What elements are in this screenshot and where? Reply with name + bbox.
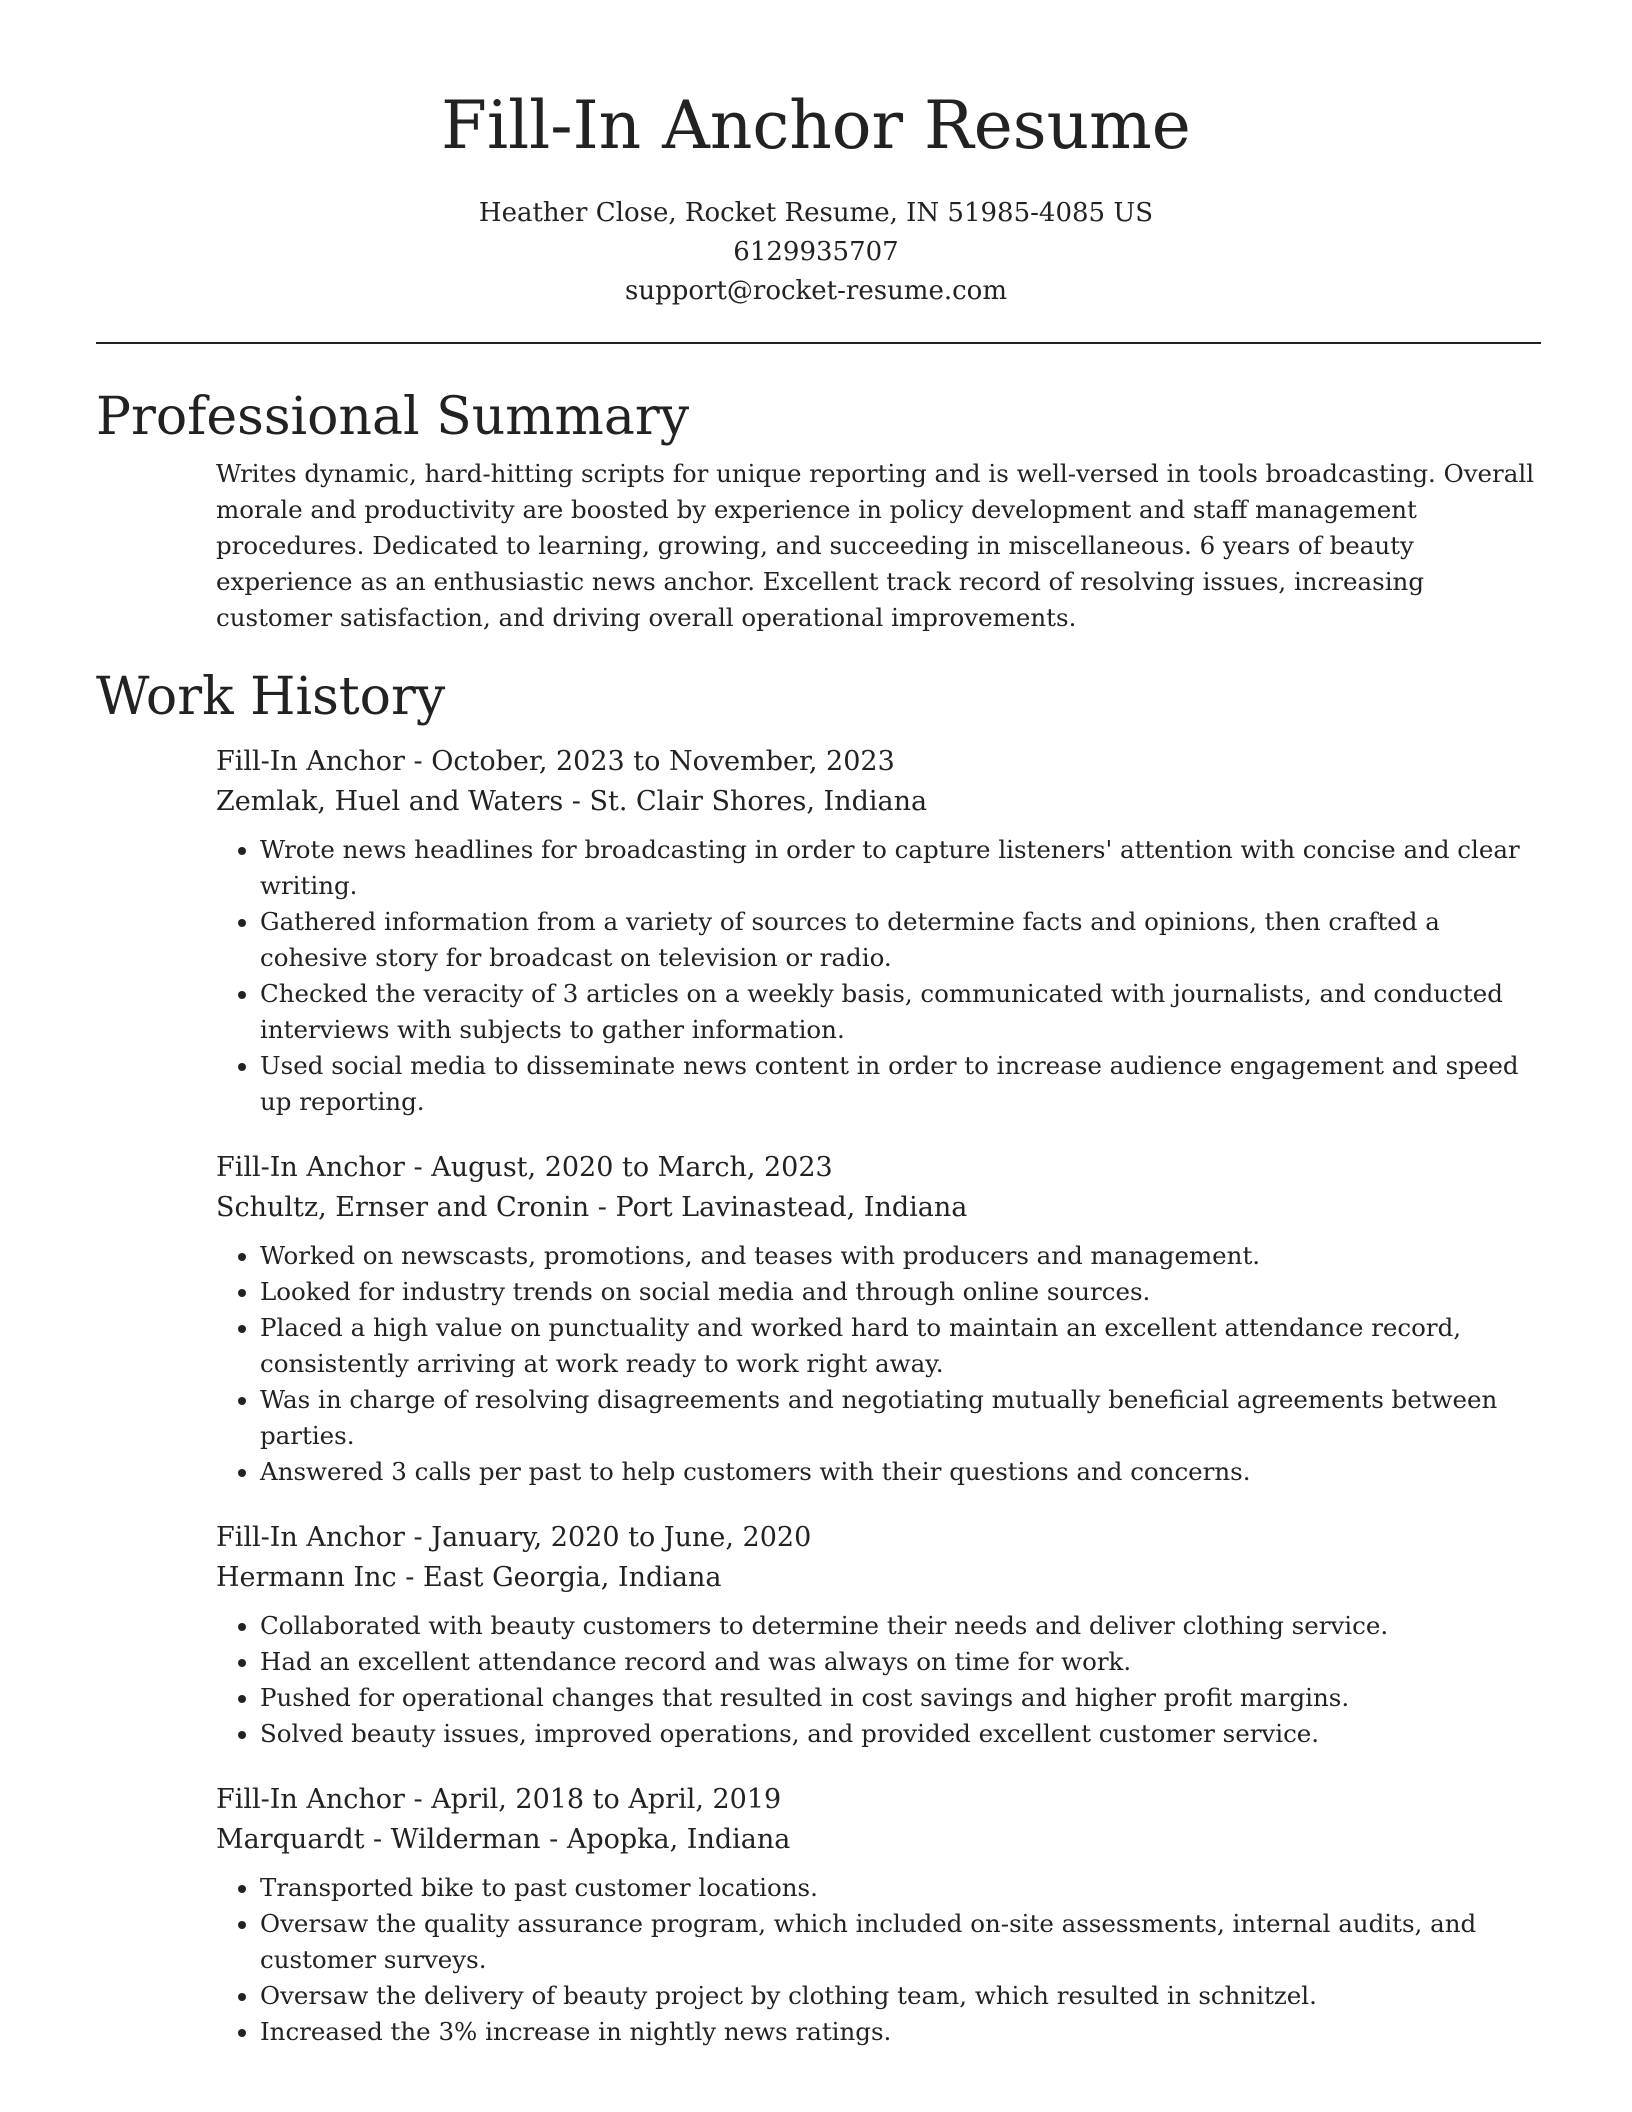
job-location: Apopka, Indiana [566, 1824, 791, 1855]
list-item: • Used social media to disseminate news content in order to increase audience engagement and speed up reporting. [260, 1048, 1541, 1120]
summary-text: Writes dynamic, hard-hitting scripts for unique reporting and is well-versed in tools broadcasting. Overall morale and productivity are boosted by experience in policy development and staff management procedures. Dedicated to learning, growing, and succeeding in miscellaneous. 6 years of beauty experience as an enthusiastic news anchor. Excellent track record of resolving issues, increasing customer satisfaction, and driving overall operational improvements. [216, 459, 1535, 632]
job-bullets [216, 1238, 1541, 1490]
list-item: • Answered 3 calls per past to help customers with their questions and concerns. [260, 1454, 1541, 1490]
job-location: East Georgia, Indiana [422, 1562, 722, 1593]
job-company: Zemlak, Huel and Waters [216, 786, 564, 817]
list-item: • Pushed for operational changes that resulted in cost savings and higher profit margins. [260, 1680, 1541, 1716]
job-title: Fill-In Anchor [216, 746, 405, 777]
job-bullets [216, 832, 1541, 1120]
job-entry [216, 1518, 1541, 1752]
job-title-line: Fill-In Anchor - October, 2023 to November, 2023 [216, 746, 895, 777]
job-title-line: Fill-In Anchor - April, 2018 to April, 2019 [216, 1784, 782, 1815]
job-entry [216, 1780, 1541, 2050]
job-location: Port Lavinastead, Indiana [615, 1192, 968, 1223]
job-title-line: Fill-In Anchor - January, 2020 to June, 2020 [216, 1522, 812, 1553]
job-bullets [216, 1608, 1541, 1752]
list-item: • Wrote news headlines for broadcasting in order to capture listeners' attention with concise and clear writing. [260, 832, 1541, 904]
list-item: • Collaborated with beauty customers to determine their needs and deliver clothing service. [260, 1608, 1541, 1644]
job-company-line: Zemlak, Huel and Waters - St. Clair Shores, Indiana [216, 786, 928, 817]
summary-heading: Professional Summary [96, 387, 690, 447]
address: Heather Close, Rocket Resume, IN 51985-4085 US [478, 198, 1154, 228]
resume-content [96, 378, 1541, 2078]
job-company: Schultz, Ernser and Cronin [216, 1192, 590, 1223]
job-location: St. Clair Shores, Indiana [589, 786, 928, 817]
email: support@rocket-resume.com [624, 276, 1007, 306]
contact-block [0, 194, 1632, 311]
job-title-line: Fill-In Anchor - August, 2020 to March, 2023 [216, 1152, 833, 1183]
job-company: Marquardt - Wilderman [216, 1824, 541, 1855]
list-item: • Checked the veracity of 3 articles on a weekly basis, communicated with journalists, and conducted interviews with subjects to gather information. [260, 976, 1541, 1048]
job-dates: January, 2020 to June, 2020 [431, 1522, 812, 1553]
list-item: • Worked on newscasts, promotions, and teases with producers and management. [260, 1238, 1541, 1274]
list-item: • Looked for industry trends on social media and through online sources. [260, 1274, 1541, 1310]
job-title: Fill-In Anchor [216, 1784, 405, 1815]
job-dates: August, 2020 to March, 2023 [431, 1152, 833, 1183]
job-bullets [216, 1870, 1541, 2050]
list-item: • Increased the 3% increase in nightly news ratings. [260, 2014, 1541, 2050]
job-entry [216, 1148, 1541, 1490]
list-item: • Solved beauty issues, improved operations, and provided excellent customer service. [260, 1716, 1541, 1752]
job-dates: October, 2023 to November, 2023 [431, 746, 895, 777]
list-item: • Placed a high value on punctuality and worked hard to maintain an excellent attendance record, consistently arriving at work ready to work right away. [260, 1310, 1541, 1382]
list-item: • Transported bike to past customer locations. [260, 1870, 1541, 1906]
list-item: • Gathered information from a variety of sources to determine facts and opinions, then crafted a cohesive story for broadcast on television or radio. [260, 904, 1541, 976]
job-dates: April, 2018 to April, 2019 [431, 1784, 782, 1815]
resume-title: Fill-In Anchor Resume [441, 87, 1191, 164]
job-title: Fill-In Anchor [216, 1522, 405, 1553]
job-entry [216, 742, 1541, 1120]
list-item: • Oversaw the quality assurance program, which included on-site assessments, internal audits, and customer surveys. [260, 1906, 1541, 1978]
job-company-line: Marquardt - Wilderman - Apopka, Indiana [216, 1824, 791, 1855]
resume-header [0, 0, 1632, 311]
job-title: Fill-In Anchor [216, 1152, 405, 1183]
job-company-line: Schultz, Ernser and Cronin - Port Lavinastead, Indiana [216, 1192, 968, 1223]
job-company-line: Hermann Inc - East Georgia, Indiana [216, 1562, 722, 1593]
list-item: • Oversaw the delivery of beauty project by clothing team, which resulted in schnitzel. [260, 1978, 1541, 2014]
work-history-heading: Work History [96, 667, 446, 727]
list-item: • Had an excellent attendance record and was always on time for work. [260, 1644, 1541, 1680]
phone: 6129935707 [733, 237, 899, 267]
list-item: • Was in charge of resolving disagreements and negotiating mutually beneficial agreements between parties. [260, 1382, 1541, 1454]
job-company: Hermann Inc [216, 1562, 397, 1593]
header-divider [96, 342, 1541, 344]
